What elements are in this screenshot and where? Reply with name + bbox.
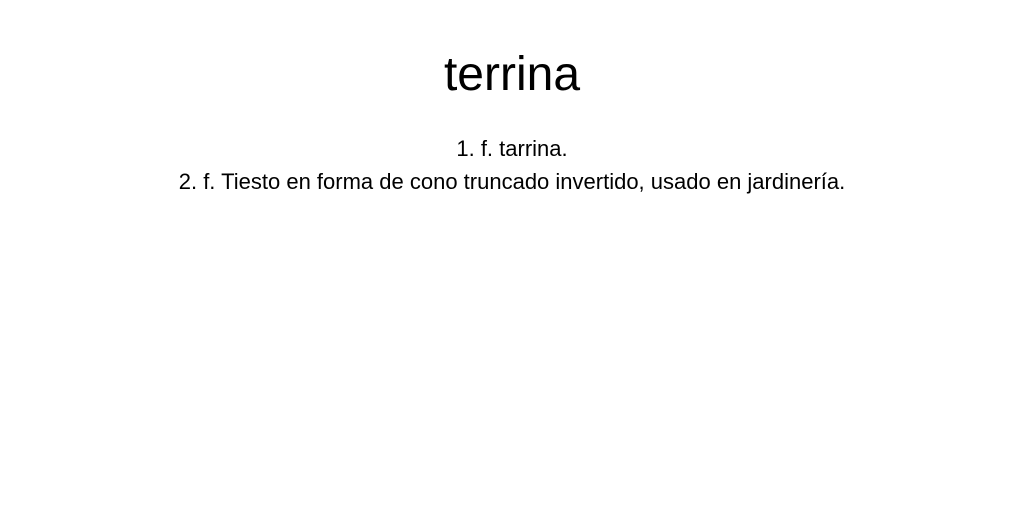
headword: terrina (443, 48, 581, 101)
definition-list (0, 132, 1024, 198)
definition-item: 1. f. tarrina. (456, 136, 568, 161)
definition-item: 2. f. Tiesto en forma de cono truncado invertido, usado en jardinería. (178, 169, 846, 194)
